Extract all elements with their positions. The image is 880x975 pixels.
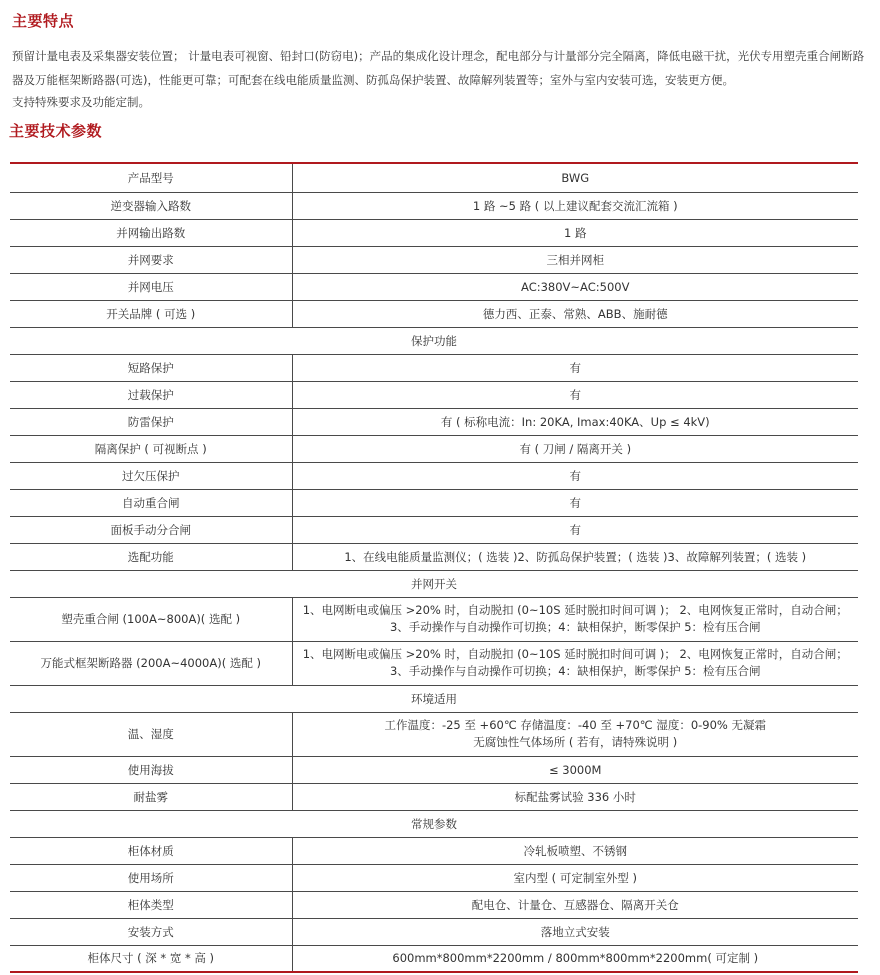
table-row bbox=[10, 381, 858, 408]
table-row bbox=[10, 462, 858, 489]
section-row bbox=[10, 685, 858, 712]
table-row bbox=[10, 516, 858, 543]
row-label: 隔离保护 ( 可视断点 ) bbox=[10, 435, 292, 462]
row-label: 柜体尺寸 ( 深 * 宽 * 高 ) bbox=[10, 945, 292, 972]
table-row bbox=[10, 192, 858, 219]
row-value: ≤ 3000M bbox=[292, 756, 858, 783]
table-row bbox=[10, 837, 858, 864]
row-label: 并网输出路数 bbox=[10, 219, 292, 246]
table-row bbox=[10, 300, 858, 327]
row-value: 有 bbox=[292, 489, 858, 516]
row-label: 短路保护 bbox=[10, 354, 292, 381]
features-title: 主要特点 bbox=[12, 12, 75, 30]
value-line: 1、电网断电或偏压 >20% 时，自动脱扣 (0~10S 延时脱扣时间可调 )； 2、电网恢复正常时，自动合闸； bbox=[302, 603, 848, 617]
row-label: 柜体材质 bbox=[10, 837, 292, 864]
row-value: 配电仓、计量仓、互感器仓、隔离开关仓 bbox=[292, 891, 858, 918]
row-label: 选配功能 bbox=[10, 543, 292, 570]
section-row bbox=[10, 810, 858, 837]
row-value: 落地立式安装 bbox=[292, 918, 858, 945]
table-row bbox=[10, 783, 858, 810]
value-line: 工作温度：-25 至 +60℃ 存储温度：-40 至 +70℃ 湿度：0-90% 无凝霜 bbox=[384, 718, 767, 732]
row-value: BWG bbox=[292, 163, 858, 192]
row-value: 有 ( 刀闸 / 隔离开关 ) bbox=[292, 435, 858, 462]
table-row bbox=[10, 945, 858, 972]
row-value bbox=[292, 641, 858, 685]
value-line: 1、电网断电或偏压 >20% 时，自动脱扣 (0~10S 延时脱扣时间可调 )； 2、电网恢复正常时，自动合闸； bbox=[302, 647, 848, 661]
table-row bbox=[10, 864, 858, 891]
custom-support-text: 支持特殊要求及功能定制。 bbox=[12, 95, 150, 109]
row-label: 柜体类型 bbox=[10, 891, 292, 918]
section-environment: 环境适用 bbox=[10, 685, 858, 712]
row-value: 德力西、正泰、常熟、ABB、施耐德 bbox=[292, 300, 858, 327]
row-value: 有 bbox=[292, 516, 858, 543]
params-title: 主要技术参数 bbox=[9, 122, 103, 140]
row-label: 并网要求 bbox=[10, 246, 292, 273]
section-general: 常规参数 bbox=[10, 810, 858, 837]
table-row bbox=[10, 163, 858, 192]
row-label: 开关品牌 ( 可选 ) bbox=[10, 300, 292, 327]
table-row bbox=[10, 408, 858, 435]
row-label: 温、湿度 bbox=[10, 712, 292, 756]
row-label: 并网电压 bbox=[10, 273, 292, 300]
row-value: AC:380V~AC:500V bbox=[292, 273, 858, 300]
row-label: 安装方式 bbox=[10, 918, 292, 945]
section-grid-switch: 并网开关 bbox=[10, 570, 858, 597]
table-row bbox=[10, 489, 858, 516]
row-label: 逆变器输入路数 bbox=[10, 192, 292, 219]
table-row bbox=[10, 756, 858, 783]
row-value: 有 bbox=[292, 462, 858, 489]
section-protection: 保护功能 bbox=[10, 327, 858, 354]
row-label: 产品型号 bbox=[10, 163, 292, 192]
row-label: 万能式框架断路器 (200A~4000A)( 选配 ) bbox=[10, 641, 292, 685]
table-row bbox=[10, 891, 858, 918]
row-label: 塑壳重合闸 (100A~800A)( 选配 ) bbox=[10, 597, 292, 641]
table-row bbox=[10, 712, 858, 756]
row-label: 耐盐雾 bbox=[10, 783, 292, 810]
row-value: 600mm*800mm*2200mm / 800mm*800mm*2200mm( 可定制 ) bbox=[292, 945, 858, 972]
row-label: 过载保护 bbox=[10, 381, 292, 408]
table-row bbox=[10, 219, 858, 246]
table-row bbox=[10, 435, 858, 462]
table-row bbox=[10, 918, 858, 945]
section-row bbox=[10, 570, 858, 597]
table-row bbox=[10, 597, 858, 641]
section-row bbox=[10, 327, 858, 354]
table-row bbox=[10, 543, 858, 570]
row-value: 有 bbox=[292, 381, 858, 408]
row-label: 防雷保护 bbox=[10, 408, 292, 435]
row-value: 标配盐雾试验 336 小时 bbox=[292, 783, 858, 810]
value-line: 无腐蚀性气体场所 ( 若有，请特殊说明 ) bbox=[473, 735, 678, 749]
table-row bbox=[10, 354, 858, 381]
value-line: 3、手动操作与自动操作可切换；4：缺相保护，断零保护 5：检有压合闸 bbox=[389, 620, 761, 634]
row-value: 三相并网柜 bbox=[292, 246, 858, 273]
row-label: 使用海拔 bbox=[10, 756, 292, 783]
features-paragraph: 预留计量电表及采集器安装位置； 计量电表可视窗、铅封口(防窃电)；产品的集成化设计理念，配电部分与计量部分完全隔离，降低电磁干扰，光伏专用塑壳重合闸断路器及万能框架断路器(可选)，性能更可靠；可配套在线电能质量监测、防孤岛保护装置、故障解列装置等；室外与室内安装可选，安装更方便。 bbox=[12, 49, 865, 87]
value-line: 3、手动操作与自动操作可切换；4：缺相保护，断零保护 5：检有压合闸 bbox=[389, 664, 761, 678]
row-label: 面板手动分合闸 bbox=[10, 516, 292, 543]
spec-table bbox=[10, 162, 858, 973]
row-value: 1 路 bbox=[292, 219, 858, 246]
row-value: 室内型 ( 可定制室外型 ) bbox=[292, 864, 858, 891]
table-row bbox=[10, 246, 858, 273]
row-label: 自动重合闸 bbox=[10, 489, 292, 516]
row-value bbox=[292, 597, 858, 641]
row-value: 有 ( 标称电流：In: 20KA, Imax:40KA、Up ≤ 4kV) bbox=[292, 408, 858, 435]
row-value bbox=[292, 712, 858, 756]
row-value: 有 bbox=[292, 354, 858, 381]
table-row bbox=[10, 641, 858, 685]
row-value: 1、在线电能质量监测仪；( 选装 )2、防孤岛保护装置；( 选装 )3、故障解列装置；( 选装 ) bbox=[292, 543, 858, 570]
row-value: 冷轧板喷塑、不锈钢 bbox=[292, 837, 858, 864]
row-value: 1 路 ~5 路 ( 以上建议配套交流汇流箱 ) bbox=[292, 192, 858, 219]
table-row bbox=[10, 273, 858, 300]
row-label: 使用场所 bbox=[10, 864, 292, 891]
row-label: 过欠压保护 bbox=[10, 462, 292, 489]
